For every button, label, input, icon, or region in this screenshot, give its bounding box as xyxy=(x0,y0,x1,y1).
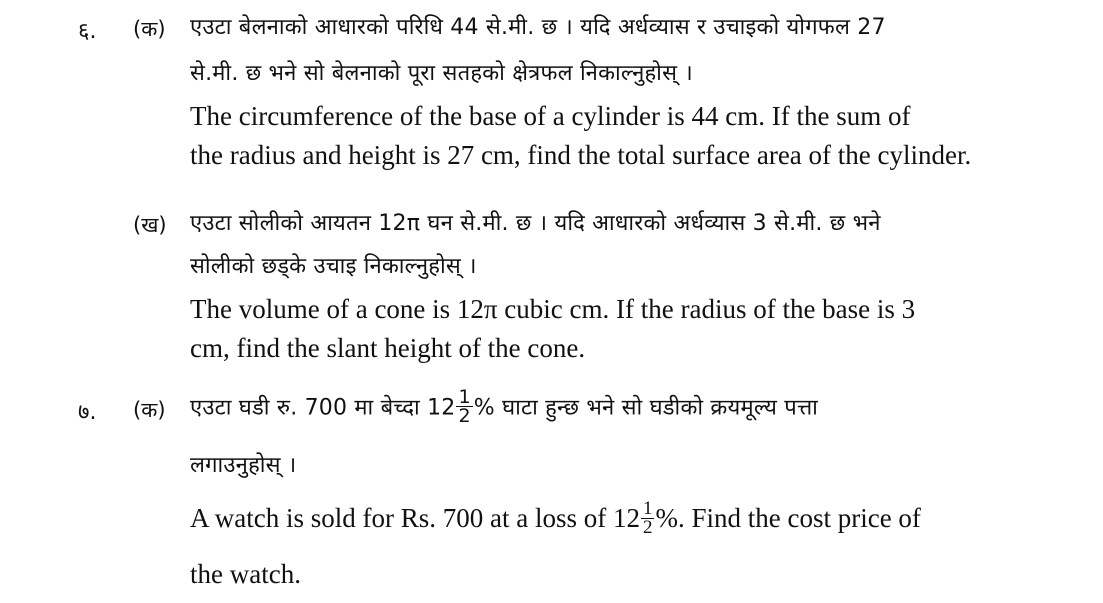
fraction-numerator: 1 xyxy=(458,386,471,408)
q7a-nepali-line-2: लगाउनुहोस् । xyxy=(190,453,297,478)
fraction-half-english xyxy=(641,500,655,537)
sub-question-label-6b: (ख) xyxy=(133,213,167,237)
q6b-english-line-2: cm, find the slant height of the cone. xyxy=(190,333,586,363)
q7a-nepali-line-1-post: % घाटा हुन्छ भने सो घडीको क्रयमूल्य पत्ता xyxy=(473,395,819,421)
q7a-english-line-1-post: %. Find the cost price of xyxy=(655,503,921,533)
q7a-nepali-line-1 xyxy=(190,386,819,427)
fraction-denominator: 2 xyxy=(458,405,471,427)
sub-question-label-6a: (क) xyxy=(133,17,166,41)
question-number-6: ६. xyxy=(78,19,97,44)
q7a-nepali-line-1-pre: एउटा घडी रु. 700 मा बेच्दा 12 xyxy=(190,395,456,421)
q6b-nepali-line-2: सोलीको छड्के उचाइ निकाल्नुहोस् । xyxy=(190,254,477,279)
q6b-nepali-line-1: एउटा सोलीको आयतन 12π घन से.मी. छ । यदि आधारको अर्धव्यास 3 से.मी. छ भने xyxy=(190,211,881,236)
q6a-nepali-line-1: एउटा बेलनाको आधारको परिधि 44 से.मी. छ । यदि अर्धव्यास र उचाइको योगफल 27 xyxy=(190,15,886,40)
q6b-english-line-1: The volume of a cone is 12π cubic cm. If the radius of the base is 3 xyxy=(190,294,916,324)
fraction-denominator-english: 2 xyxy=(642,517,653,539)
fraction-half xyxy=(456,388,472,425)
q6a-english-line-1: The circumference of the base of a cylinder is 44 cm. If the sum of xyxy=(190,101,911,131)
question-number-7: ७. xyxy=(78,400,97,425)
q7a-english-line-1-pre: A watch is sold for Rs. 700 at a loss of 12 xyxy=(190,503,640,533)
q7a-english-line-2: the watch. xyxy=(190,559,301,589)
q7a-english-line-1 xyxy=(190,498,921,539)
q6a-english-line-2: the radius and height is 27 cm, find the total surface area of the cylinder. xyxy=(190,140,972,170)
fraction-numerator-english: 1 xyxy=(642,498,653,520)
sub-question-label-7a: (क) xyxy=(133,398,166,422)
q6a-nepali-line-2: से.मी. छ भने सो बेलनाको पूरा सतहको क्षेत्रफल निकाल्नुहोस् । xyxy=(190,61,693,86)
